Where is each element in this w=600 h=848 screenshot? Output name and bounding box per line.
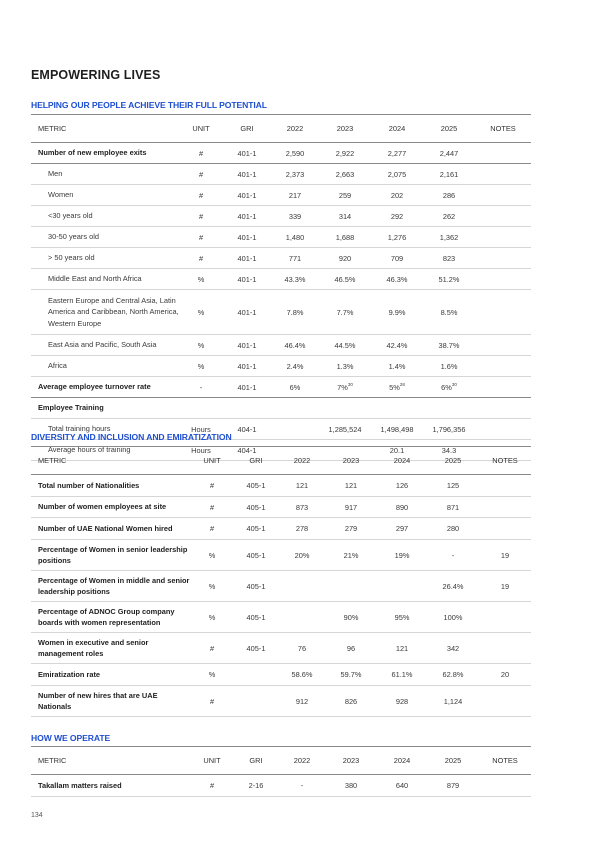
cell-y2025: 871 [427, 497, 479, 518]
cell-unit [179, 398, 223, 419]
column-header-2025: 2025 [427, 447, 479, 475]
cell-y2022: 121 [279, 475, 325, 497]
cell-y2025: 2,447 [423, 143, 475, 164]
cell-unit: % [191, 571, 233, 602]
cell-notes [475, 398, 531, 419]
cell-unit: # [191, 775, 233, 797]
cell-y2024 [377, 571, 427, 602]
cell-y2025: 280 [427, 518, 479, 540]
column-header-metric: METRIC [31, 447, 191, 475]
cell-y2025: 823 [423, 248, 475, 269]
table-row [31, 775, 531, 797]
table-row [31, 164, 531, 185]
cell-gri: 405-1 [233, 540, 279, 571]
cell-y2022: 339 [271, 206, 319, 227]
metric-label: Percentage of Women in middle and senior leadership positions [31, 571, 191, 602]
cell-gri: 405-1 [233, 518, 279, 540]
cell-y2024: 2,075 [371, 164, 423, 185]
table-row [31, 518, 531, 540]
table-row [31, 269, 531, 290]
cell-y2023: 21% [325, 540, 377, 571]
cell-y2025: 26.4% [427, 571, 479, 602]
cell-unit: % [191, 664, 233, 686]
cell-unit: # [191, 475, 233, 497]
cell-notes [479, 518, 531, 540]
table-row [31, 185, 531, 206]
cell-y2023: 96 [325, 633, 377, 664]
cell-y2023 [319, 398, 371, 419]
cell-y2022: 7.8% [271, 290, 319, 335]
metric-label: <30 years old [31, 206, 179, 227]
cell-y2023: 46.5% [319, 269, 371, 290]
cell-y2025 [423, 398, 475, 419]
cell-y2024: 95% [377, 602, 427, 633]
cell-unit: # [191, 686, 233, 717]
metric-label: Number of new hires that are UAE Nationals [31, 686, 191, 717]
cell-gri: 401-1 [223, 248, 271, 269]
table-row [31, 248, 531, 269]
cell-y2022: 58.6% [279, 664, 325, 686]
page-number: 134 [31, 812, 43, 819]
metric-label: Takallam matters raised [31, 775, 191, 797]
cell-y2024: 2,277 [371, 143, 423, 164]
cell-y2022 [279, 602, 325, 633]
column-header-2025: 2025 [423, 115, 475, 143]
cell-y2025: 879 [427, 775, 479, 797]
metric-label: Women in executive and senior management roles [31, 633, 191, 664]
cell-gri: 401-1 [223, 143, 271, 164]
metric-label: > 50 years old [31, 248, 179, 269]
table-row [31, 686, 531, 717]
cell-notes [479, 497, 531, 518]
cell-y2022 [271, 419, 319, 440]
column-header-metric: METRIC [31, 747, 191, 775]
cell-y2025: 286 [423, 185, 475, 206]
cell-y2022: 912 [279, 686, 325, 717]
cell-y2022 [271, 398, 319, 419]
cell-y2022: 2.4% [271, 356, 319, 377]
column-header-2024: 2024 [371, 115, 423, 143]
table-row [31, 356, 531, 377]
cell-y2022: 873 [279, 497, 325, 518]
column-header-2024: 2024 [377, 747, 427, 775]
cell-y2025: 1,124 [427, 686, 479, 717]
cell-notes [475, 356, 531, 377]
footnote-ref: 30 [347, 381, 353, 387]
cell-gri: 401-1 [223, 227, 271, 248]
table-header-row [31, 747, 531, 775]
metric-label: Men [31, 164, 179, 185]
footnote-ref: 30 [451, 381, 457, 387]
cell-y2025: 8.5% [423, 290, 475, 335]
cell-notes [479, 602, 531, 633]
cell-y2023: 121 [325, 475, 377, 497]
cell-y2023: 259 [319, 185, 371, 206]
metric-label: Africa [31, 356, 179, 377]
cell-y2024: 890 [377, 497, 427, 518]
cell-y2023: 1.3% [319, 356, 371, 377]
table-row [31, 633, 531, 664]
cell-y2023: 2,663 [319, 164, 371, 185]
cell-y2024: 61.1% [377, 664, 427, 686]
table-row [31, 206, 531, 227]
cell-y2024: 42.4% [371, 335, 423, 356]
section-title-diversity: DIVERSITY AND INCLUSION AND EMIRATIZATION [31, 432, 232, 442]
table-header-row [31, 115, 531, 143]
page-heading: EMPOWERING LIVES [31, 68, 161, 82]
table-row [31, 377, 531, 398]
cell-unit: # [179, 143, 223, 164]
cell-notes [475, 248, 531, 269]
cell-y2023: 380 [325, 775, 377, 797]
column-header-2023: 2023 [325, 447, 377, 475]
cell-y2024: 5%$^{28}$ [371, 377, 423, 398]
cell-gri: 401-1 [223, 290, 271, 335]
diversity-metrics-table [31, 446, 531, 717]
column-header-2022: 2022 [279, 747, 325, 775]
column-header-notes: NOTES [479, 747, 531, 775]
cell-y2022: 43.3% [271, 269, 319, 290]
cell-notes [475, 419, 531, 440]
table-row [31, 497, 531, 518]
cell-y2023: 7%$^{30}$ [319, 377, 371, 398]
cell-y2025: 2,161 [423, 164, 475, 185]
metric-label: Emiratization rate [31, 664, 191, 686]
column-header-2023: 2023 [325, 747, 377, 775]
metric-label: Total number of Nationalities [31, 475, 191, 497]
cell-y2022: 76 [279, 633, 325, 664]
table-row [31, 290, 531, 335]
metric-label: 30-50 years old [31, 227, 179, 248]
footnote-ref: 28 [399, 381, 405, 387]
cell-gri: 401-1 [223, 356, 271, 377]
cell-y2025: 1,362 [423, 227, 475, 248]
cell-unit: % [179, 269, 223, 290]
cell-y2023: 920 [319, 248, 371, 269]
metric-label: Average employee turnover rate [31, 377, 179, 398]
cell-y2023: 314 [319, 206, 371, 227]
cell-y2024: 46.3% [371, 269, 423, 290]
metric-label: Total training hours [31, 419, 179, 440]
cell-y2024: 1.4% [371, 356, 423, 377]
cell-y2022: 217 [271, 185, 319, 206]
cell-gri [233, 686, 279, 717]
cell-gri: 405-1 [233, 633, 279, 664]
cell-unit: # [191, 518, 233, 540]
people-metrics-table [31, 114, 531, 461]
cell-gri: 404-1 [223, 440, 271, 461]
cell-gri [233, 664, 279, 686]
cell-y2022: 2,373 [271, 164, 319, 185]
cell-gri: 401-1 [223, 164, 271, 185]
section-title-people: HELPING OUR PEOPLE ACHIEVE THEIR FULL POTENTIAL [31, 100, 267, 110]
metric-label: Middle East and North Africa [31, 269, 179, 290]
cell-y2022 [279, 571, 325, 602]
cell-y2025: 342 [427, 633, 479, 664]
cell-notes [475, 206, 531, 227]
cell-gri: 401-1 [223, 206, 271, 227]
metric-label: Employee Training [31, 398, 179, 419]
column-header-2022: 2022 [279, 447, 325, 475]
cell-notes [479, 686, 531, 717]
cell-unit: # [179, 248, 223, 269]
cell-unit: % [191, 540, 233, 571]
cell-notes [475, 377, 531, 398]
cell-y2025: 38.7% [423, 335, 475, 356]
cell-y2022: - [279, 775, 325, 797]
cell-y2022: 46.4% [271, 335, 319, 356]
cell-y2022: 2,590 [271, 143, 319, 164]
cell-y2024: 297 [377, 518, 427, 540]
column-header-notes: NOTES [475, 115, 531, 143]
cell-y2024: 709 [371, 248, 423, 269]
cell-unit: # [179, 227, 223, 248]
column-header-gri: GRI [233, 747, 279, 775]
cell-y2023: 1,285,524 [319, 419, 371, 440]
cell-unit: # [179, 206, 223, 227]
cell-unit: - [179, 377, 223, 398]
cell-notes [475, 335, 531, 356]
cell-y2022: 278 [279, 518, 325, 540]
cell-notes [475, 164, 531, 185]
cell-unit: % [179, 356, 223, 377]
cell-unit: % [179, 335, 223, 356]
column-header-unit: UNIT [191, 747, 233, 775]
cell-y2023: 279 [325, 518, 377, 540]
cell-gri: 404-1 [223, 419, 271, 440]
cell-y2023: 90% [325, 602, 377, 633]
cell-y2024: 126 [377, 475, 427, 497]
cell-y2024: 1,498,498 [371, 419, 423, 440]
cell-y2023: 826 [325, 686, 377, 717]
cell-gri: 405-1 [233, 475, 279, 497]
column-header-2025: 2025 [427, 747, 479, 775]
cell-y2025: 125 [427, 475, 479, 497]
cell-unit: Hours [179, 440, 223, 461]
cell-gri: 405-1 [233, 602, 279, 633]
cell-notes [475, 227, 531, 248]
table-row [31, 398, 531, 419]
cell-gri: 401-1 [223, 185, 271, 206]
cell-gri: 401-1 [223, 377, 271, 398]
table-row [31, 540, 531, 571]
cell-notes: 20 [479, 664, 531, 686]
table-row [31, 571, 531, 602]
operate-metrics-table [31, 746, 531, 797]
cell-notes [475, 185, 531, 206]
cell-y2024: 9.9% [371, 290, 423, 335]
column-header-2024: 2024 [377, 447, 427, 475]
cell-y2022: 6% [271, 377, 319, 398]
metric-label: Number of UAE National Women hired [31, 518, 191, 540]
cell-y2022: 771 [271, 248, 319, 269]
metric-label: Eastern Europe and Central Asia, Latin America and Caribbean, North America, Western Europe [31, 290, 179, 335]
column-header-unit: UNIT [191, 447, 233, 475]
cell-notes [479, 475, 531, 497]
cell-notes: 19 [479, 540, 531, 571]
cell-y2024: 640 [377, 775, 427, 797]
cell-notes: 19 [479, 571, 531, 602]
cell-y2024: 19% [377, 540, 427, 571]
cell-notes [475, 143, 531, 164]
table-row [31, 143, 531, 164]
cell-gri [223, 398, 271, 419]
cell-gri: 401-1 [223, 335, 271, 356]
cell-notes [475, 269, 531, 290]
column-header-metric: METRIC [31, 115, 179, 143]
cell-y2024 [371, 398, 423, 419]
cell-notes [479, 633, 531, 664]
column-header-unit: UNIT [179, 115, 223, 143]
cell-y2024: 292 [371, 206, 423, 227]
section-title-operate: HOW WE OPERATE [31, 733, 111, 743]
cell-y2023: 44.5% [319, 335, 371, 356]
cell-unit: # [179, 164, 223, 185]
cell-gri: 2-16 [233, 775, 279, 797]
column-header-gri: GRI [233, 447, 279, 475]
cell-unit: % [179, 290, 223, 335]
cell-y2023: 1,688 [319, 227, 371, 248]
column-header-2023: 2023 [319, 115, 371, 143]
cell-notes [475, 290, 531, 335]
cell-unit: % [191, 602, 233, 633]
metric-label: Women [31, 185, 179, 206]
cell-gri: 405-1 [233, 497, 279, 518]
cell-unit: # [191, 497, 233, 518]
table-row [31, 602, 531, 633]
cell-unit: # [179, 185, 223, 206]
column-header-2022: 2022 [271, 115, 319, 143]
table-row [31, 664, 531, 686]
table-row [31, 227, 531, 248]
cell-y2025: 100% [427, 602, 479, 633]
cell-y2024: 1,276 [371, 227, 423, 248]
table-row [31, 335, 531, 356]
cell-y2025: 1,796,356 [423, 419, 475, 440]
cell-y2023 [325, 571, 377, 602]
cell-y2025: 262 [423, 206, 475, 227]
cell-y2023: 2,922 [319, 143, 371, 164]
metric-label: Number of women employees at site [31, 497, 191, 518]
metric-label: Average hours of training [31, 440, 179, 461]
metric-label: Percentage of Women in senior leadership positions [31, 540, 191, 571]
cell-unit: Hours [179, 419, 223, 440]
column-header-gri: GRI [223, 115, 271, 143]
cell-y2023: 59.7% [325, 664, 377, 686]
cell-y2023: 7.7% [319, 290, 371, 335]
cell-gri: 405-1 [233, 571, 279, 602]
cell-y2024: 202 [371, 185, 423, 206]
cell-y2024: 20.1 [371, 440, 423, 461]
table-header-row [31, 447, 531, 475]
cell-y2025: 1.6% [423, 356, 475, 377]
cell-y2024: 928 [377, 686, 427, 717]
metric-label: East Asia and Pacific, South Asia [31, 335, 179, 356]
cell-unit: # [191, 633, 233, 664]
cell-y2025: 62.8% [427, 664, 479, 686]
cell-y2022: 1,480 [271, 227, 319, 248]
cell-y2024: 121 [377, 633, 427, 664]
cell-notes [479, 775, 531, 797]
table-row [31, 475, 531, 497]
cell-y2023: 917 [325, 497, 377, 518]
cell-gri: 401-1 [223, 269, 271, 290]
cell-y2025: 51.2% [423, 269, 475, 290]
cell-y2025: - [427, 540, 479, 571]
cell-y2022: 20% [279, 540, 325, 571]
metric-label: Number of new employee exits [31, 143, 179, 164]
cell-y2025: 6%$^{30}$ [423, 377, 475, 398]
column-header-notes: NOTES [479, 447, 531, 475]
cell-y2025: 34.3 [423, 440, 475, 461]
metric-label: Percentage of ADNOC Group company boards with women representation [31, 602, 191, 633]
